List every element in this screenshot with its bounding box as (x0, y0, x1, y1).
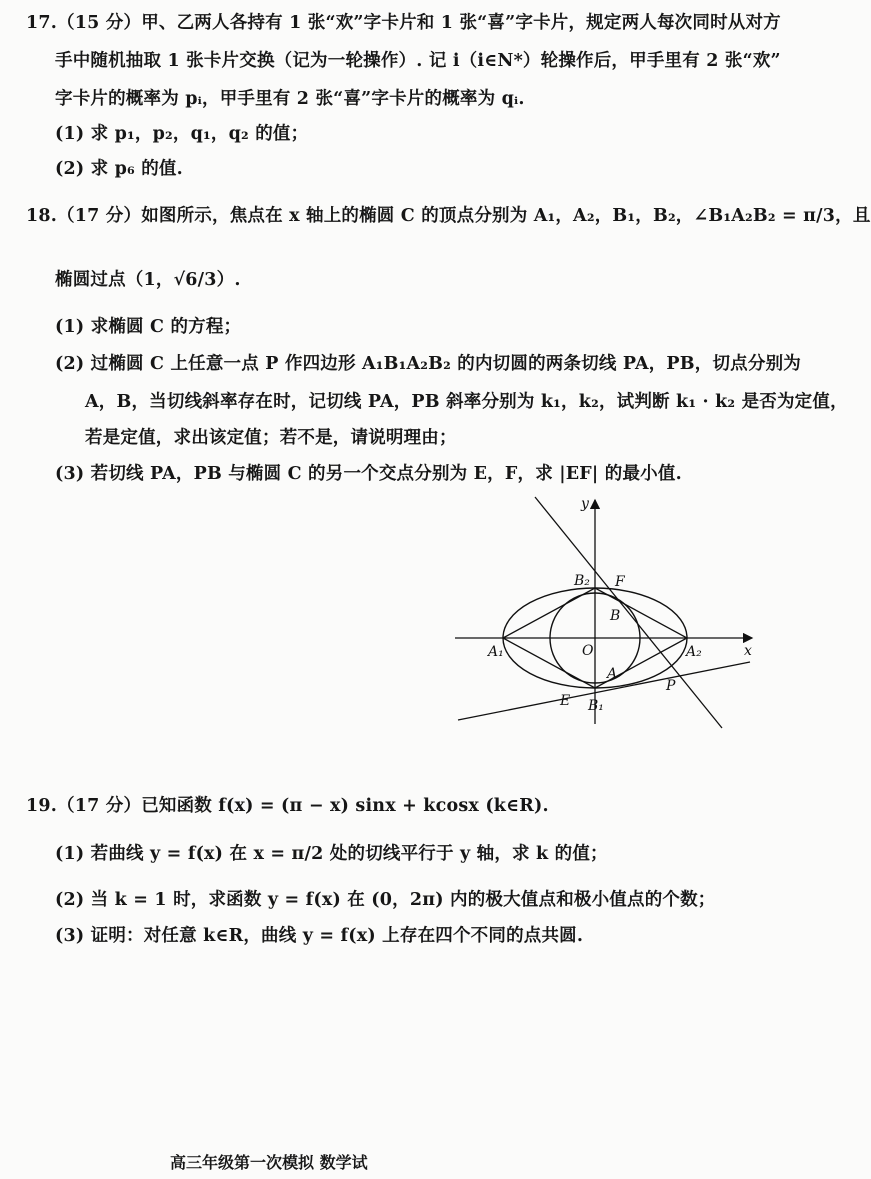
label-p: P (666, 678, 676, 694)
p17-line-2: 手中随机抽取 1 张卡片交换（记为一轮操作）. 记 i（i∈N*）轮操作后，甲手里有 2 张“欢” (55, 51, 781, 71)
ellipse-diagram (450, 492, 760, 732)
p18-part-3: (3) 若切线 PA，PB 与椭圆 C 的另一个交点分别为 E，F，求 |EF| 的最小值. (55, 464, 682, 484)
label-x: x (744, 643, 752, 659)
p17-line-3: 字卡片的概率为 pᵢ，甲手里有 2 张“喜”字卡片的概率为 qᵢ. (55, 89, 525, 109)
p18-part-1: (1) 求椭圆 C 的方程； (55, 317, 242, 337)
p17-part-1: (1) 求 p₁，p₂，q₁，q₂ 的值； (55, 124, 309, 144)
p17-part-2: (2) 求 p₆ 的值. (55, 159, 183, 179)
p19-part-1: (1) 若曲线 y = f(x) 在 x = π/2 处的切线平行于 y 轴，求 k 的值； (55, 844, 608, 864)
label-a: A (607, 666, 618, 682)
page-footer: 高三年级第一次模拟 数学试 (170, 1153, 368, 1172)
label-b: B (610, 608, 621, 624)
label-a2: A₂ (686, 644, 702, 660)
label-e: E (560, 693, 571, 709)
label-y: y (581, 496, 589, 512)
label-b2: B₂ (574, 573, 590, 589)
p18-part-2-line-1: (2) 过椭圆 C 上任意一点 P 作四边形 A₁B₁A₂B₂ 的内切圆的两条切线 PA，PB，切点分别为 (55, 354, 801, 374)
p19-part-3: (3) 证明：对任意 k∈R，曲线 y = f(x) 上存在四个不同的点共圆. (55, 926, 584, 946)
tangent-pa (458, 662, 750, 720)
p19-line-1: 19.（17 分）已知函数 f(x) = (π − x) sinx + kcosx (k∈R). (26, 796, 549, 816)
p18-part-2-line-2: A，B，当切线斜率存在时，记切线 PA，PB 斜率分别为 k₁，k₂，试判断 k₁ · k₂ 是否为定值， (85, 392, 848, 412)
p18-part-2-line-3: 若是定值，求出该定值；若不是，请说明理由； (85, 428, 457, 448)
label-f: F (615, 574, 625, 590)
label-o: O (582, 643, 594, 659)
p19-part-2: (2) 当 k = 1 时，求函数 y = f(x) 在 (0，2π) 内的极大值点和极小值点的个数； (55, 890, 716, 910)
p18-line-1: 18.（17 分）如图所示，焦点在 x 轴上的椭圆 C 的顶点分别为 A₁，A₂，B₁，B₂，∠B₁A₂B₂ = π/3，且 (26, 206, 871, 226)
p17-line-1: 17.（15 分）甲、乙两人各持有 1 张“欢”字卡片和 1 张“喜”字卡片，规定两人每次同时从对方 (26, 13, 781, 33)
label-b1: B₁ (588, 698, 604, 714)
p18-line-2: 椭圆过点（1，√6/3）. (55, 270, 241, 290)
ellipse-figure (450, 492, 760, 732)
label-a1: A₁ (488, 644, 504, 660)
